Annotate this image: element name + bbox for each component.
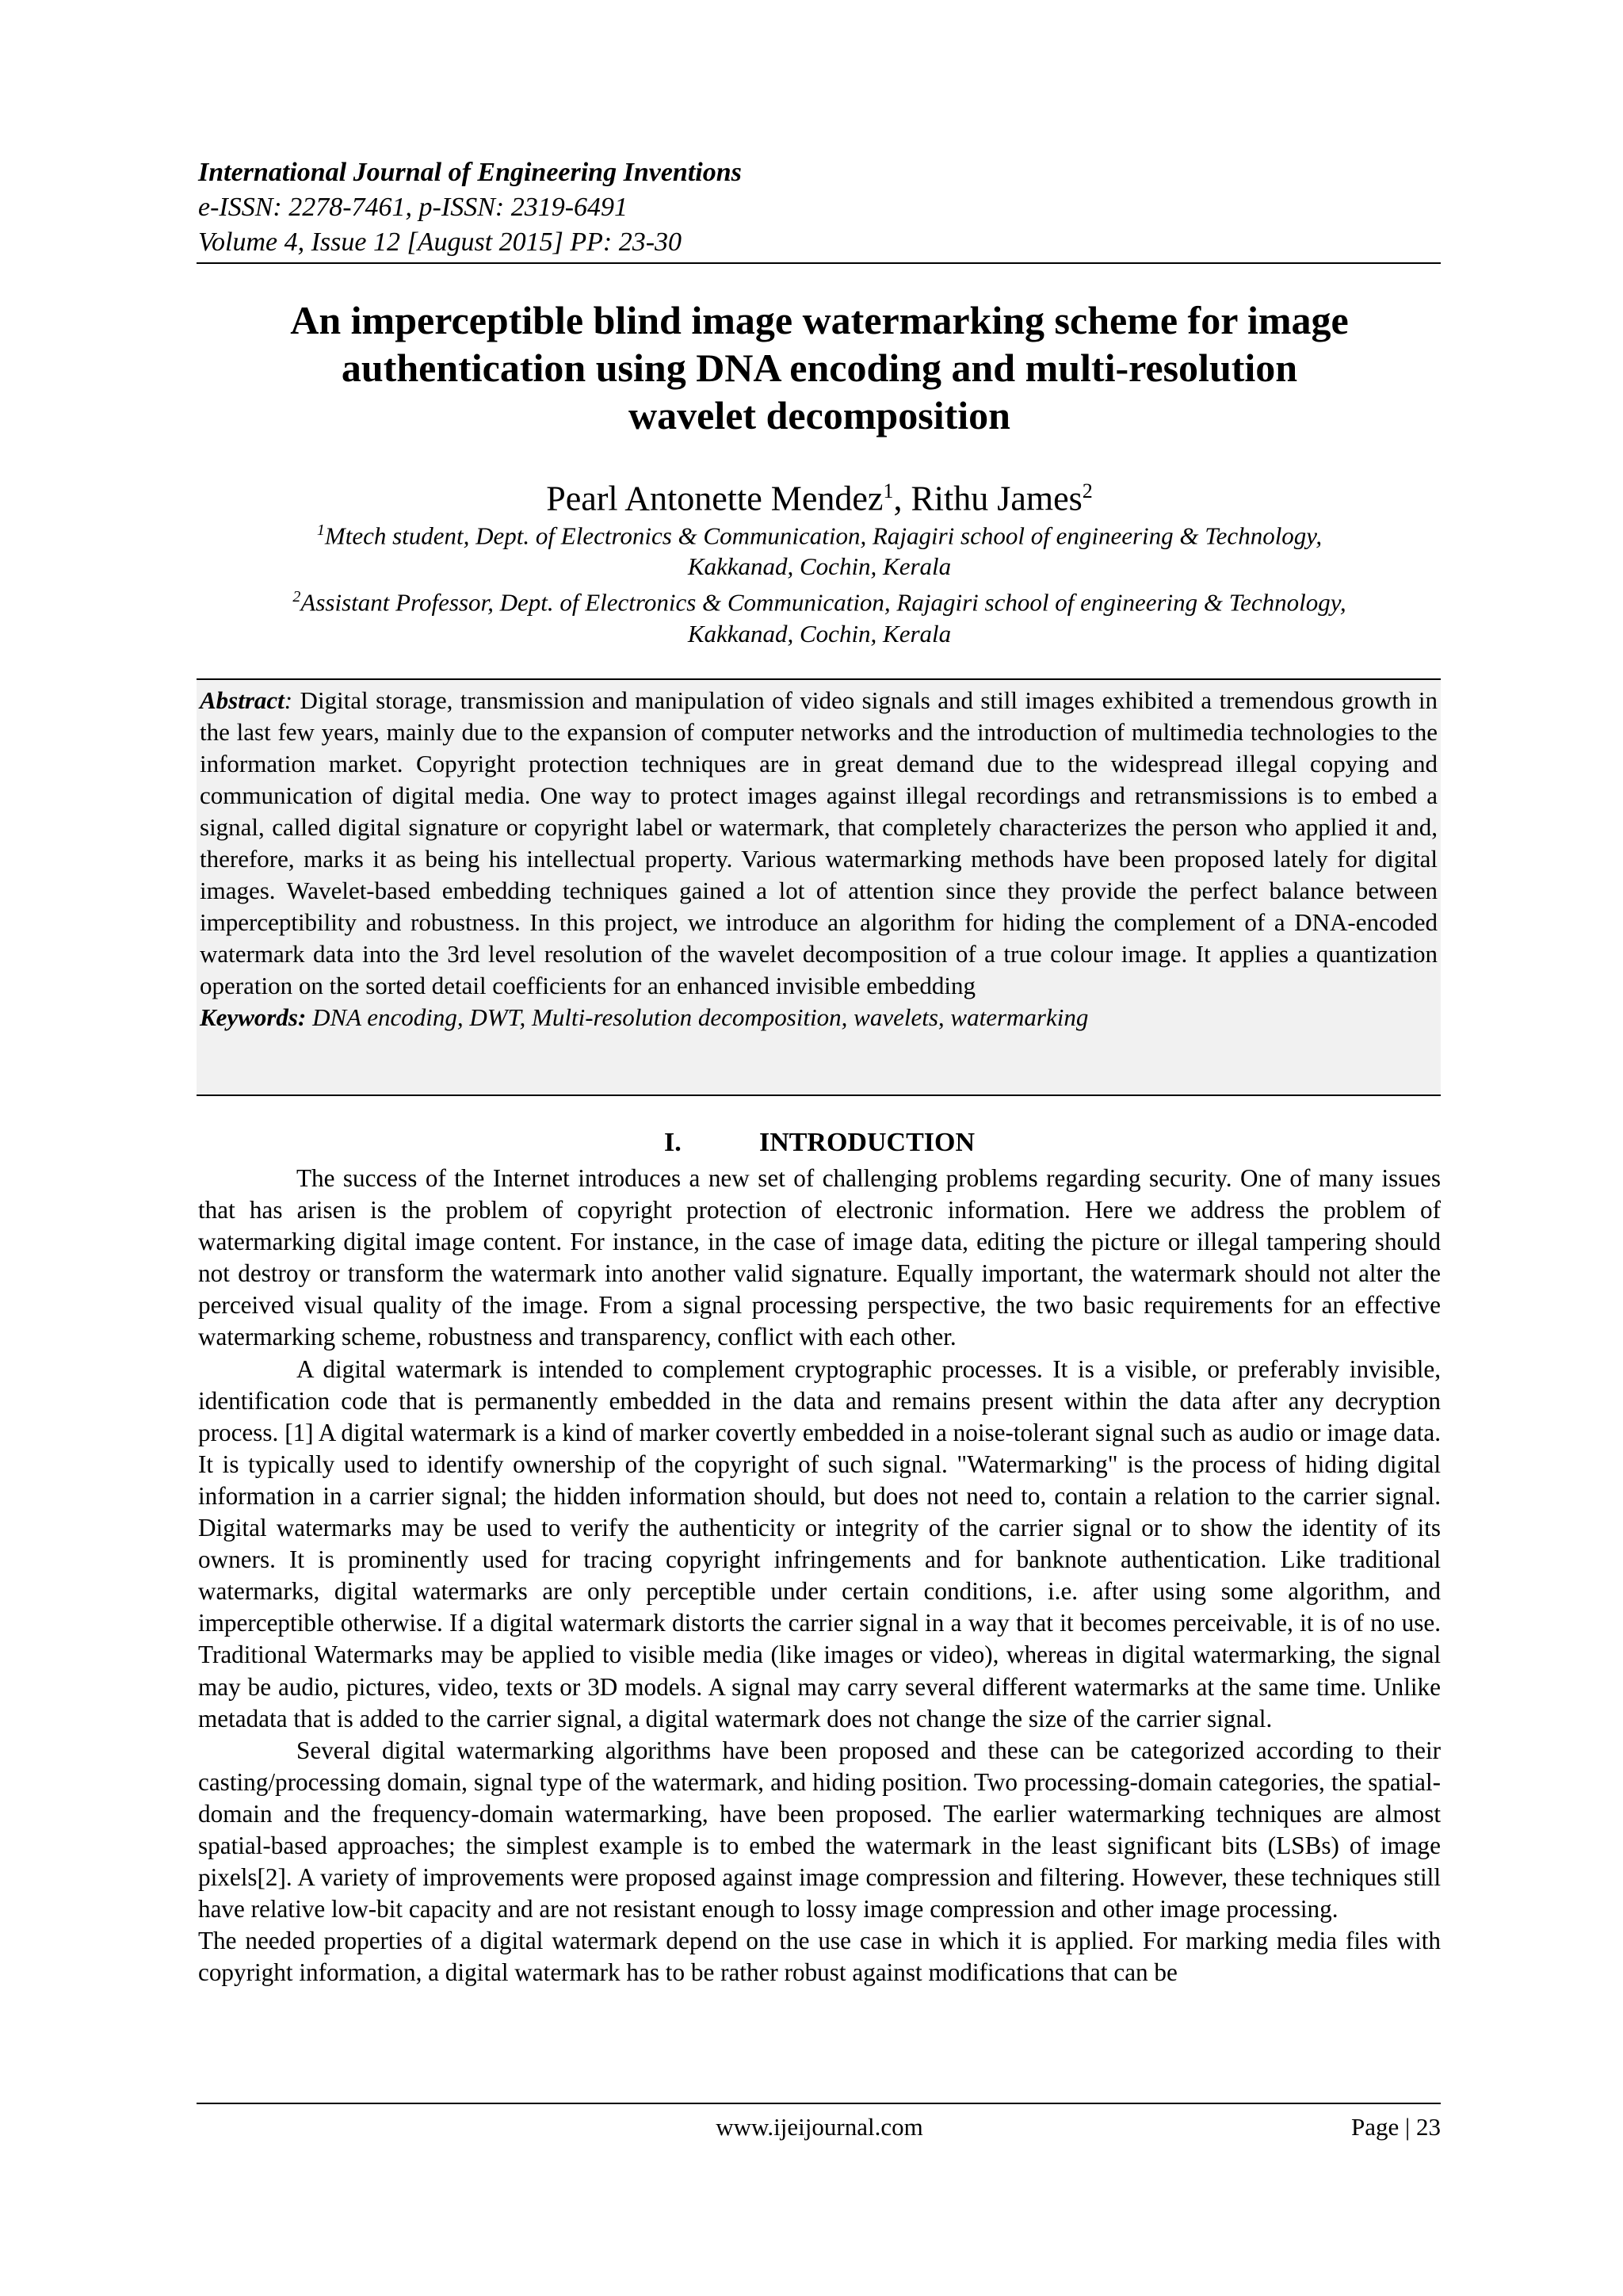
keywords-label: Keywords: <box>200 1003 307 1031</box>
body-paragraph: Several digital watermarking algorithms have been proposed and these can be categorized according to their casting/processing domain, signal type of the watermark, and hiding position. Two processing-domain categories, the spatial-domain and the frequency-domain watermarking, have been proposed. The earlier watermarking techniques are almost spatial-based approaches; the simplest example is to embed the watermark in the least significant bits (LSBs) of image pixels[2]. A variety of improvements were proposed against image compression and filtering. However, these techniques still have relative low-bit capacity and are not resistant enough to lossy image compression and other image processing. <box>198 1736 1441 1924</box>
author-superscript: 2 <box>1082 479 1093 502</box>
author-separator: , <box>893 479 911 518</box>
author-name: Pearl Antonette Mendez <box>546 479 884 518</box>
title-line: wavelet decomposition <box>628 393 1010 437</box>
paper-title <box>198 296 1441 439</box>
affiliation-superscript: 1 <box>316 521 325 539</box>
journal-issn: e-ISSN: 2278-7461, p-ISSN: 2319-6491 <box>198 193 628 222</box>
keywords-text: DNA encoding, DWT, Multi-resolution decomposition, wavelets, watermarking <box>306 1003 1089 1031</box>
body-paragraph: A digital watermark is intended to complement cryptographic processes. It is a visible, or preferably invisible, identification code that is permanently embedded in the data and remains present within the data after any decryption process. [1] A digital watermark is a kind of marker covertly embedded in a noise-tolerant signal such as audio or image data. It is typically used to identify ownership of the copyright of such signal. "Watermarking" is the process of hiding digital information in a carrier signal; the hidden information should, but does not need to, contain a relation to the carrier signal. Digital watermarks may be used to verify the authenticity or integrity of the carrier signal or to show the identity of its owners. It is prominently used for tracing copyright infringements and for banknote authentication. Like traditional watermarks, digital watermarks are only perceptible under certain conditions, i.e. after using some algorithm, and imperceptible otherwise. If a digital watermark distorts the carrier signal in a way that it becomes perceivable, it is of no use. Traditional Watermarks may be applied to visible media (like images or video), whereas in digital watermarking, the signal may be audio, pictures, video, texts or 3D models. A signal may carry several different watermarks at the same time. Unlike metadata that is added to the carrier signal, a digital watermark does not change the size of the carrier signal. <box>198 1354 1441 1733</box>
author-superscript: 1 <box>883 479 894 502</box>
abstract-paragraph <box>200 685 1438 1002</box>
page-number: Page | 23 <box>1351 2113 1441 2141</box>
body-text <box>198 1163 1441 1988</box>
journal-name: International Journal of Engineering Inventions <box>198 158 742 187</box>
section-title: INTRODUCTION <box>758 1128 976 1157</box>
header-rule <box>197 262 1441 264</box>
journal-header <box>198 155 1441 260</box>
footer-rule <box>197 2103 1441 2104</box>
footer-website: www.ijeijournal.com <box>716 2113 923 2141</box>
affiliation-line <box>198 582 1441 617</box>
title-line: An imperceptible blind image watermarking scheme for image <box>290 298 1349 342</box>
affiliation-superscript: 2 <box>292 588 301 606</box>
keywords <box>200 1002 1438 1033</box>
affiliation-text: Mtech student, Dept. of Electronics & Communication, Rajagiri school of engineering & Technology, <box>324 521 1323 550</box>
section-heading <box>198 1125 1441 1160</box>
title-line: authentication using DNA encoding and multi-resolution <box>341 346 1298 390</box>
abstract-label: Abstract <box>200 686 285 714</box>
abstract-colon: : <box>284 686 293 714</box>
author-list <box>198 469 1441 521</box>
body-paragraph: The needed properties of a digital watermark depend on the use case in which it is applied. For marking media files with copyright information, a digital watermark has to be rather robust against modifications that can be <box>198 1927 1441 1987</box>
abstract-box <box>197 678 1441 1096</box>
body-paragraph: The success of the Internet introduces a new set of challenging problems regarding security. One of many issues that has arisen is the problem of copyright protection of electronic information. Here we address the problem of watermarking digital image content. For instance, in the case of image data, editing the picture or illegal tampering should not destroy or transform the watermark into another valid signature. Equally important, the watermark should not alter the perceived visual quality of the image. From a signal processing perspective, the two basic requirements for an effective watermarking scheme, robustness and transparency, conflict with each other. <box>198 1164 1441 1351</box>
abstract-text: Digital storage, transmission and manipulation of video signals and still images exhibited a tremendous growth in the last few years, mainly due to the expansion of computer networks and the introduction of multimedia technologies to the information market. Copyright protection techniques are in great demand due to the widespread illegal copying and communication of digital media. One way to protect images against illegal recordings and retransmissions is to embed a signal, called digital signature or copyright label or watermark, that completely characterizes the person who applied it and, therefore, marks it as being his intellectual property. Various watermarking methods have been proposed lately for digital images. Wavelet-based embedding techniques gained a lot of attention since they provide the perfect balance between imperceptibility and robustness. In this project, we introduce an algorithm for hiding the complement of a DNA-encoded watermark data into the 3rd level resolution of the wavelet decomposition of a true colour image. It applies a quantization operation on the sorted detail coefficients for an enhanced invisible embedding <box>200 686 1438 999</box>
affiliation-line: Kakkanad, Cochin, Kerala <box>687 619 952 648</box>
affiliation-line <box>198 515 1441 551</box>
section-number: I. <box>663 1128 682 1157</box>
affiliation-line: Kakkanad, Cochin, Kerala <box>687 552 952 581</box>
affiliation-text: Assistant Professor, Dept. of Electronics & Communication, Rajagiri school of engineering & Technology, <box>300 588 1346 617</box>
affiliations <box>198 515 1441 649</box>
author-name: Rithu James <box>911 479 1083 518</box>
journal-volume: Volume 4, Issue 12 [August 2015] PP: 23-30 <box>198 227 682 257</box>
